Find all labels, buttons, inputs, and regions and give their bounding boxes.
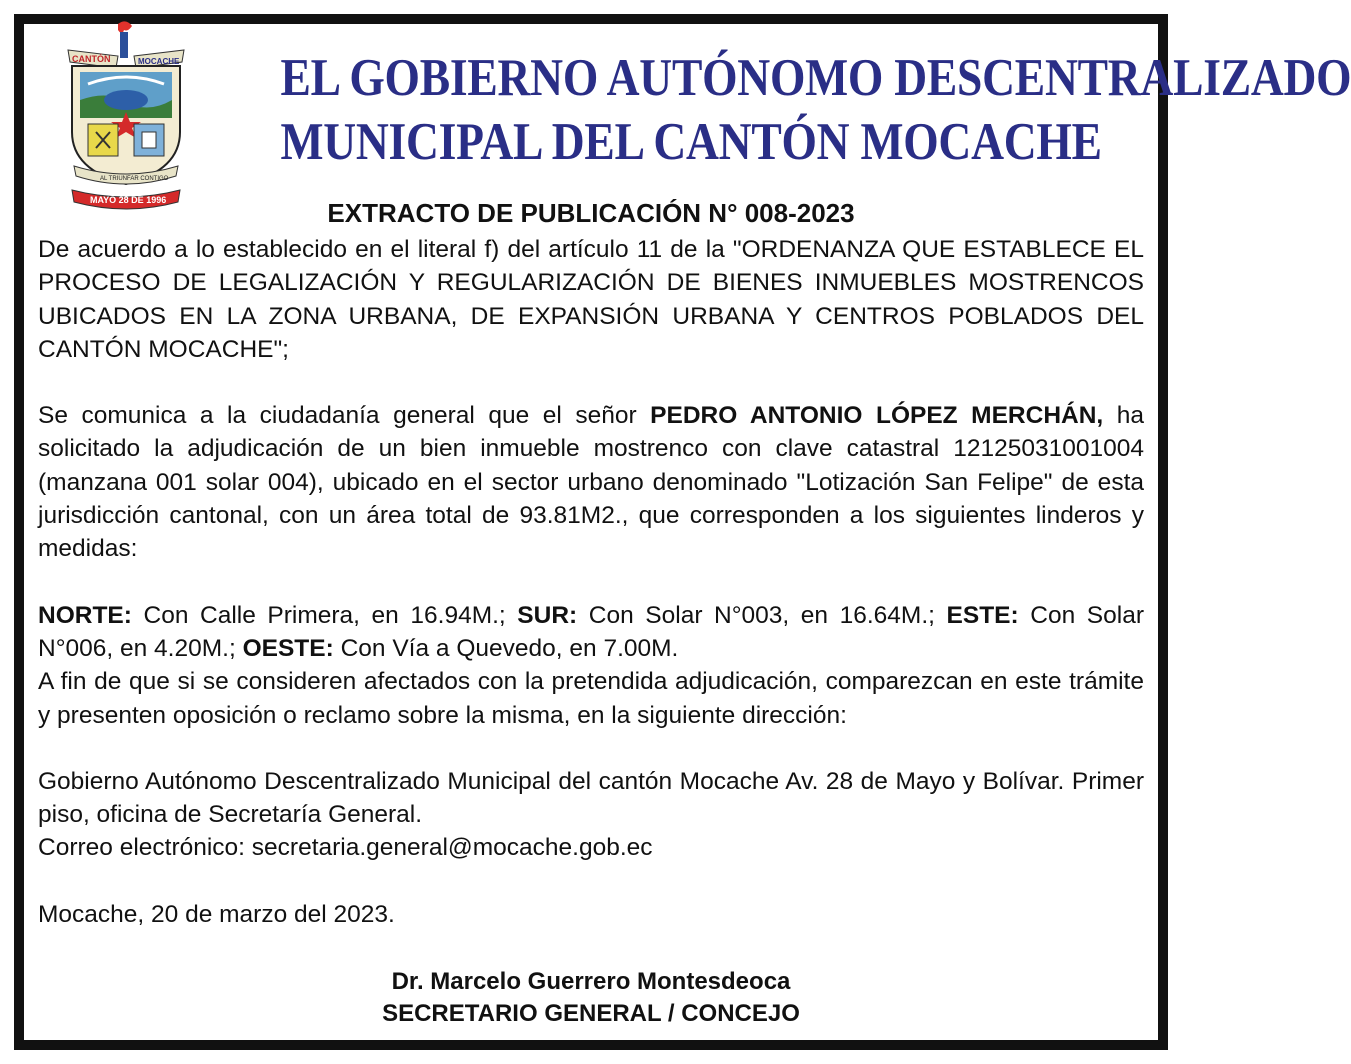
email-line: Correo electrónico: secretaria.general@mocache.gob.ec	[38, 834, 653, 862]
institution-title-line2: MUNICIPAL DEL CANTÓN MOCACHE	[280, 113, 1102, 171]
seal-left-ribbon-text: CANTÓN	[72, 54, 111, 64]
east-label: ESTE:	[946, 601, 1019, 629]
seal-lower-ribbon-text: AL TRIUNFAR CONTIGO	[100, 176, 169, 182]
opposition-paragraph: A fin de que si se consideren afectados con la pretendida adjudicación, comparezcan en este trámite y presenten oposición o reclamo sobre la misma, en la siguiente dirección:	[38, 668, 1144, 729]
institution-title	[280, 46, 1351, 174]
seal-right-ribbon-text: MOCACHE	[138, 57, 180, 66]
legal-basis-paragraph: De acuerdo a lo establecido en el literal f) del artículo 11 de la "ORDENANZA QUE ESTABLECE EL PROCESO DE LEGALIZACIÓN Y REGULARIZACIÓN DE BIENES INMUEBLES MOSTRENCOS UBICADOS EN LA ZONA URBANA, DE EXPANSIÓN URBANA Y CENTROS POBLADOS DEL CANTÓN MOCACHE";	[38, 236, 1144, 363]
south-label: SUR:	[517, 601, 578, 629]
torch-flame-icon	[118, 21, 132, 33]
date-line: Mocache, 20 de marzo del 2023.	[38, 900, 395, 928]
signer-title: SECRETARIO GENERAL / CONCEJO	[382, 1000, 800, 1027]
signature-block	[150, 966, 1032, 1030]
extract-title: EXTRACTO DE PUBLICACIÓN N° 008-2023	[327, 198, 855, 228]
notice-body	[38, 233, 1144, 931]
signer-name: Dr. Marcelo Guerrero Montesdeoca	[391, 968, 791, 995]
seal-bottom-ribbon-text: MAYO 28 DE 1996	[90, 195, 167, 205]
applicant-name: PEDRO ANTONIO LÓPEZ MERCHÁN,	[650, 402, 1104, 430]
boundaries-paragraph: NORTE: Con Calle Primera, en 16.94M.; SUR: Con Solar N°003, en 16.64M.; ESTE: Con Solar N°006, en 4.20M.; OESTE: Con Vía a Quevedo, en 7.00M.	[38, 601, 1144, 662]
torch-handle-icon	[120, 32, 128, 58]
address-paragraph: Gobierno Autónomo Descentralizado Municipal del cantón Mocache Av. 28 de Mayo y Bolívar. Primer piso, oficina de Secretaría General.	[38, 767, 1144, 829]
west-label: OESTE:	[242, 634, 334, 662]
north-label: NORTE:	[38, 601, 132, 629]
institution-title-line1: EL GOBIERNO AUTÓNOMO DESCENTRALIZADO	[280, 49, 1351, 107]
municipal-seal-icon	[58, 20, 194, 210]
notification-paragraph: Se comunica a la ciudadanía general que el señor PEDRO ANTONIO LÓPEZ MERCHÁN, ha solicitado la adjudicación de un bien inmueble mostrenco con clave catastral 12125031001004 (manzana 001 solar 004), ubicado en el sector urbano denominado "Lotización San Felipe" de esta jurisdicción cantonal, con un área total de 93.81M2., que corresponden a los siguientes linderos y medidas:	[38, 402, 1145, 563]
